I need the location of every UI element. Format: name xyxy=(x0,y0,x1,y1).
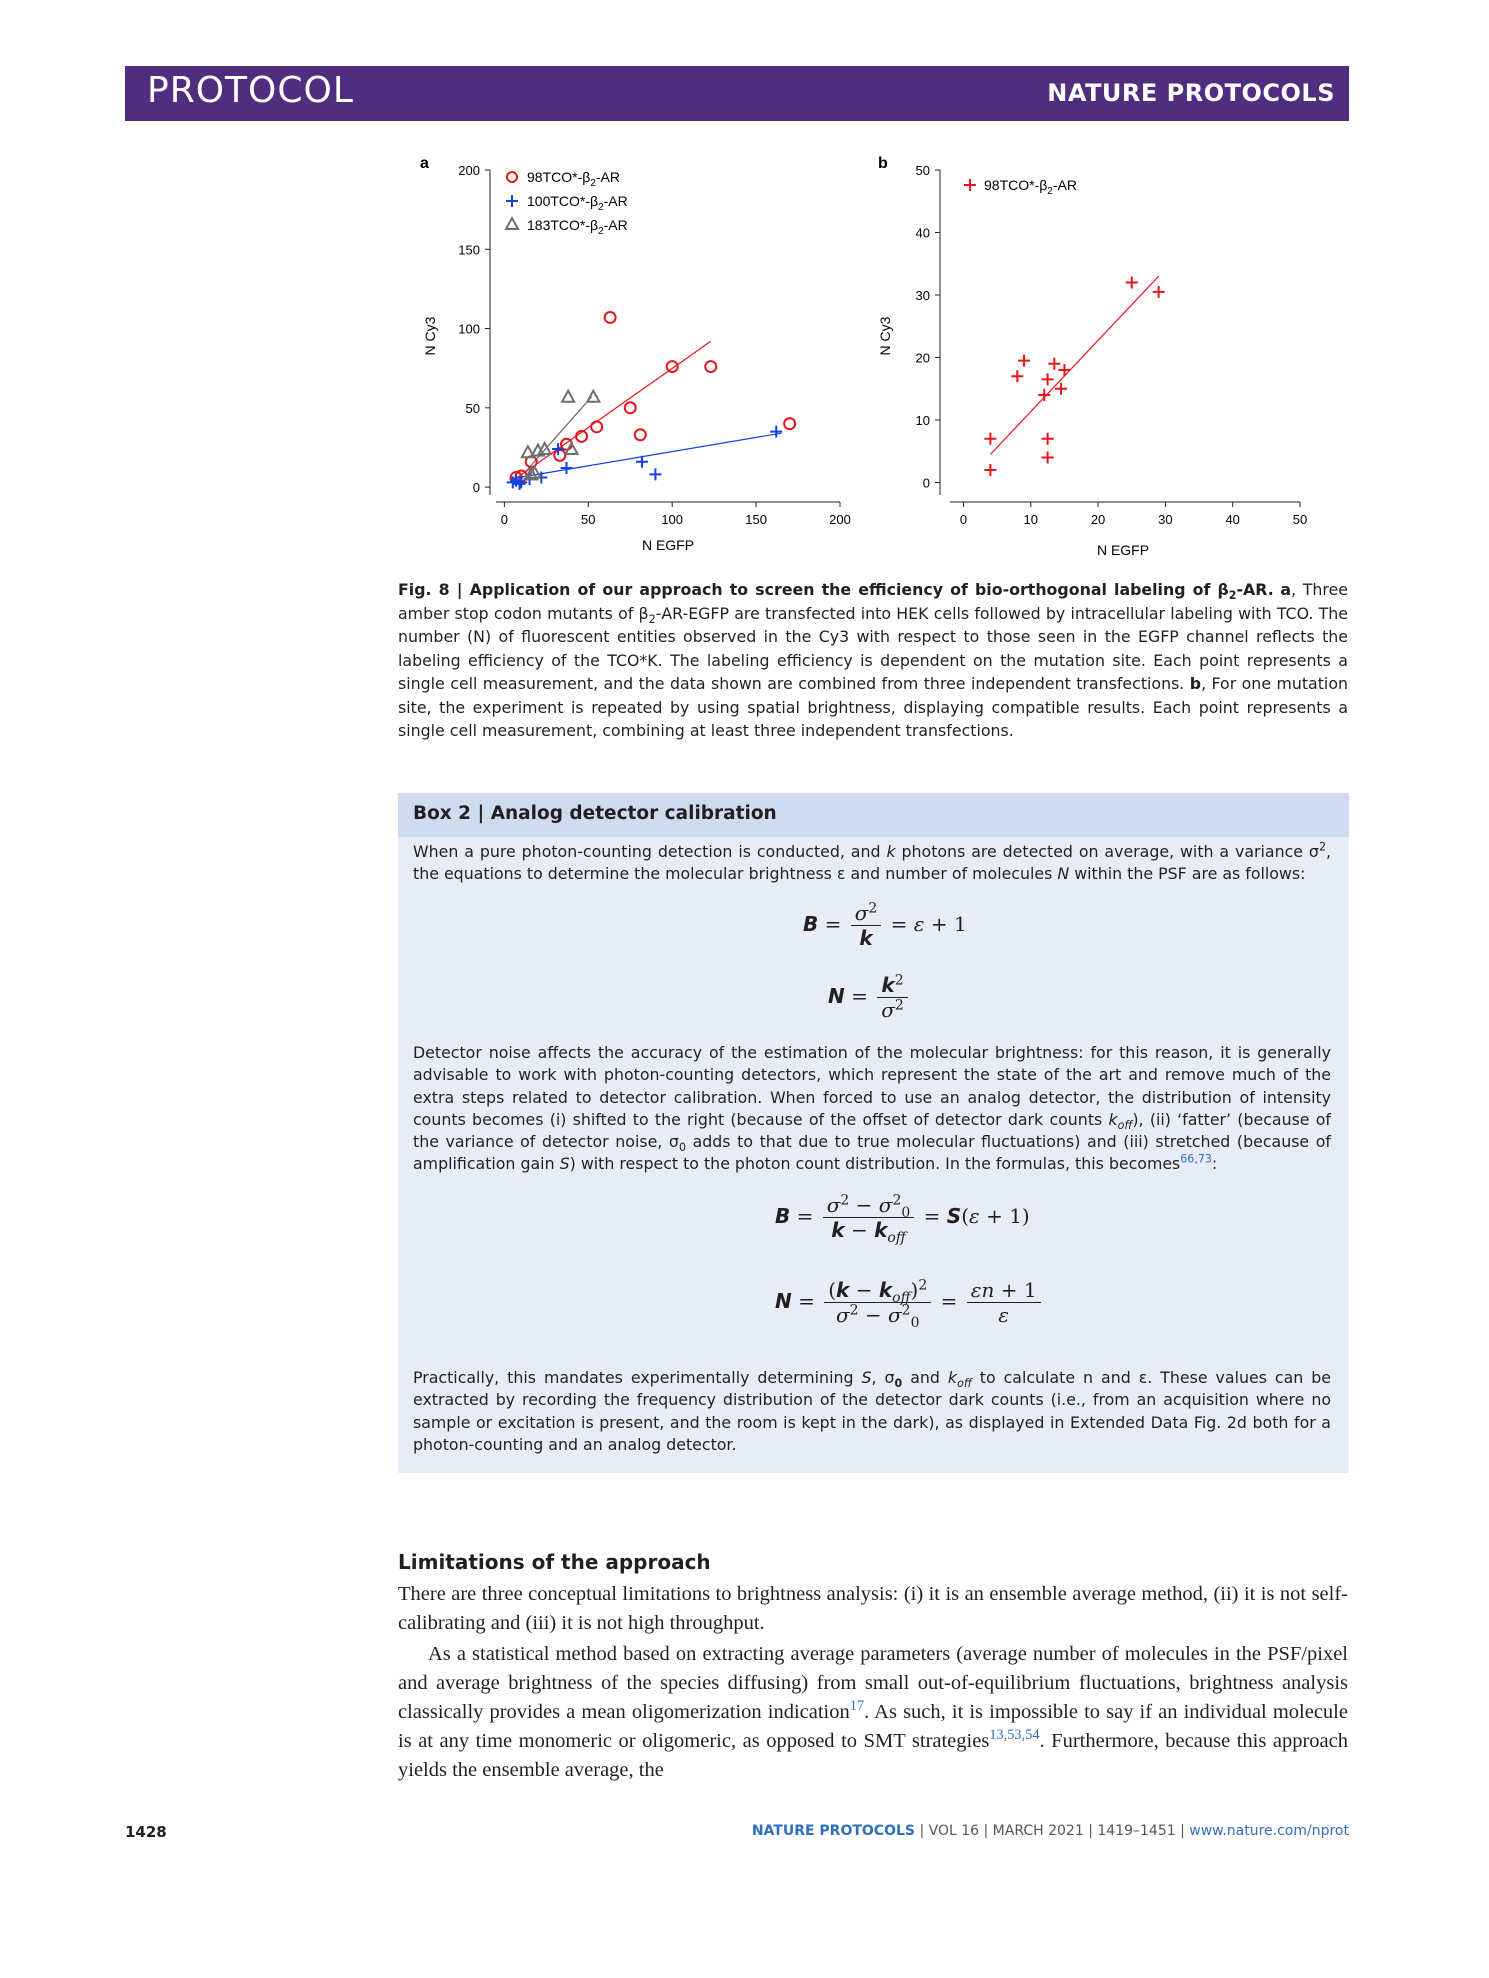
footer-date: MARCH 2021 xyxy=(992,1823,1084,1839)
data-point-circle xyxy=(625,402,636,413)
data-point-plus xyxy=(1048,358,1060,370)
legend-marker-plus xyxy=(506,195,518,207)
figure-8 xyxy=(410,150,1330,570)
data-point-circle xyxy=(784,418,795,429)
y-tick-label: 30 xyxy=(915,288,930,303)
box-title: Box 2 | Analog detector calibration xyxy=(413,803,777,824)
data-point-circle xyxy=(705,361,716,372)
data-point-plus xyxy=(1153,286,1165,298)
panel-a-points xyxy=(507,312,795,490)
y-tick-label: 10 xyxy=(915,413,930,428)
panel-a-legend xyxy=(506,169,628,237)
legend-marker-plus xyxy=(964,179,976,191)
data-point-plus xyxy=(1042,373,1054,385)
footer-pages: 1419–1451 xyxy=(1097,1823,1176,1839)
legend-marker-circle xyxy=(507,172,517,182)
panel-a xyxy=(420,155,851,553)
x-tick-label: 0 xyxy=(500,512,509,527)
y-tick-label: 20 xyxy=(915,350,930,366)
x-tick-label: 0 xyxy=(959,512,968,527)
data-point-plus xyxy=(984,433,996,445)
panel-b-legend xyxy=(964,177,1077,197)
data-point-circle xyxy=(554,450,565,461)
fit-line xyxy=(990,276,1158,454)
header-bar xyxy=(125,66,1349,121)
panel-a-label: a xyxy=(420,155,429,172)
data-point-circle xyxy=(667,361,678,372)
box-paragraph-2: Detector noise affects the accuracy of the estimation of the molecular brightness: for this reason, it is generally advisable to work with photon-counting detectors, which represent the state of the art and remove much of the extra steps related to detector calibration. When forced to use an analog detector, the distribution of intensity counts becomes (i) shifted to the right (because of the offset of detector dark counts $k_{off}$), (ii) ‘fatter’ (because of the variance of detector noise, $\sigma_0$ adds to that due to true molecular fluctuations) and (iii) stretched (because of amplification gain S) with respect to the photon count distribution. In the formulas, this becomes$^{66,73}$: xyxy=(413,1043,1331,1174)
data-point-plus xyxy=(1011,370,1023,382)
data-point-plus xyxy=(1126,277,1138,289)
panel-b-points xyxy=(984,277,1164,477)
x-tick-label: 200 xyxy=(829,512,851,527)
y-tick-label: 50 xyxy=(915,163,930,178)
figure-caption: Fig. 8 | Application of our approach to screen the efficiency of bio-orthogonal labeling of $\beta_2-AR$. a, Three amber stop codon mutants of $\beta_2-AR$-EGFP are transfected into HEK cells followed by intracellular labeling with TCO. The number (N) of fluorescent entities observed in the Cy3 with respect to those seen in the EGFP channel reflects the labeling efficiency of the TCO*K. The labeling efficiency is dependent on the mutation site. Each point represents a single cell measurement, and the data shown are combined from three independent transfections. b, For one mutation site, the experiment is repeated by using spatial brightness, displaying compatible results. Each point represents a single cell measurement, combining at least three independent transfections. xyxy=(398,580,1349,740)
data-point-plus xyxy=(1038,389,1050,401)
x-tick-label: 30 xyxy=(1158,512,1173,527)
data-point-plus xyxy=(984,464,996,476)
body-paragraph-2: As a statistical method based on extracting average parameters (average number of molecules in the PSF/pixel and average brightness of the species diffusing) from small out-of-equilibrium fluctuations, brightness analysis classically provides a mean oligomerization indication$^{17}$. As such, it is impossible to say if an individual molecule is at any time monomeric or oligomeric, as opposed to SMT strategies$^{13,53,54}$. Furthermore, because this approach yields the ensemble average, the xyxy=(398,1643,1348,1781)
fit-line xyxy=(509,433,781,479)
x-tick-label: 150 xyxy=(745,512,767,527)
legend-entry-98tco: $98TCO*-\beta_2-AR$ xyxy=(527,169,620,189)
x-tick-label: 20 xyxy=(1090,512,1106,527)
footer: NATURE PROTOCOLS | VOL 16 | MARCH 2021 | 1419–1451 | www.nature.com/nprot xyxy=(751,1823,1349,1839)
fit-line xyxy=(513,341,711,481)
x-tick-label: 50 xyxy=(1292,512,1308,527)
panel-a-fit-lines xyxy=(509,341,781,481)
data-point-plus xyxy=(560,462,572,474)
legend-entry-98tco: $98TCO*-\beta_2-AR$ xyxy=(984,177,1077,197)
y-tick-label: 40 xyxy=(915,225,930,241)
panel-b-fit-lines xyxy=(990,276,1158,454)
box-2 xyxy=(398,793,1349,1473)
equation-number: N = $\frac{k^2}{\sigma^2}$ xyxy=(828,973,911,1022)
journal-title: NATURE PROTOCOLS xyxy=(1047,79,1335,107)
footer-volume: VOL 16 xyxy=(928,1823,980,1839)
box-title-bar xyxy=(398,793,1349,837)
equation-brightness-analog: B = $\frac{\sigma^2 - \sigma^2_0}{k - k_{off}}$ = S(ε + 1) xyxy=(775,1192,1030,1246)
panel-b-x-label: N EGFP xyxy=(1096,542,1150,558)
panel-b-x-ticks xyxy=(960,502,1307,527)
panel-a-x-ticks xyxy=(501,502,851,527)
panel-a-y-label: N Cy3 xyxy=(422,316,438,356)
footer-journal: NATURE PROTOCOLS xyxy=(751,1823,915,1839)
data-point-plus xyxy=(649,468,661,480)
panel-a-x-label: N EGFP xyxy=(641,537,695,553)
data-point-plus xyxy=(1058,364,1070,376)
x-tick-label: 50 xyxy=(581,512,596,527)
panel-b-label: b xyxy=(878,155,888,172)
section-label: PROTOCOL xyxy=(147,70,354,111)
x-tick-label: 10 xyxy=(1023,512,1039,527)
y-tick-label: 150 xyxy=(458,242,480,258)
caption-b-marker: b xyxy=(1189,674,1202,693)
data-point-circle xyxy=(635,429,646,440)
data-point-circle xyxy=(605,312,616,323)
legend-entry-183tco: $183TCO*-\beta_2-AR$ xyxy=(527,217,628,237)
equation-brightness: B = $\frac{\sigma^2}{k}$ = ε + 1 xyxy=(803,900,967,950)
caption-label: Fig. 8 | Application of our approach to screen the efficiency of bio-orthogonal labeling of $\beta_2-AR$. xyxy=(398,580,1274,603)
data-point-plus xyxy=(1042,433,1054,445)
box-paragraph-3: Practically, this mandates experimentally determining S, $\sigma_0$ and $k_{off}$ to calculate n and ε. These values can be extracted by recording the frequency distribution of the detector dark counts (i.e., from an acquisition where no sample or excitation is present, and the room is kept in the dark), as displayed in Extended Data Fig. 2d both for a photon-counting and an analog detector. xyxy=(413,1368,1332,1454)
y-tick-label: 100 xyxy=(458,321,480,337)
panel-b-y-label: N Cy3 xyxy=(877,316,893,356)
x-tick-label: 40 xyxy=(1225,512,1240,527)
panel-a-y-ticks xyxy=(458,163,490,495)
x-tick-label: 100 xyxy=(661,512,684,527)
data-point-triangle xyxy=(587,391,599,402)
data-point-triangle xyxy=(566,443,578,454)
data-point-circle xyxy=(591,421,602,432)
data-point-plus xyxy=(770,426,782,438)
data-point-plus xyxy=(1018,355,1030,367)
panel-b-y-ticks xyxy=(916,163,940,491)
y-tick-label: 0 xyxy=(922,475,930,491)
footer-url[interactable]: www.nature.com/nprot xyxy=(1189,1823,1349,1839)
data-point-triangle xyxy=(562,391,574,402)
box-paragraph-1: When a pure photon-counting detection is conducted, and k photons are detected on average, with a variance $\sigma^2$, the equations to determine the molecular brightness ε and number of molecules N within the PSF are as follows: xyxy=(413,840,1331,884)
y-tick-label: 0 xyxy=(472,480,480,496)
legend-entry-100tco: $100TCO*-\beta_2-AR$ xyxy=(527,193,628,213)
y-tick-label: 50 xyxy=(465,400,480,416)
equation-number-analog: N = $\frac{(k - k_{off})^2}{\sigma^2 - \sigma^2_0}$ = $\frac{\varepsilon n + 1}{\varepsilon}$ xyxy=(775,1278,1044,1327)
caption-a-marker: a xyxy=(1280,580,1292,599)
data-point-plus xyxy=(1042,452,1054,464)
section-heading: Limitations of the approach xyxy=(398,1550,711,1574)
page-number: 1428 xyxy=(125,1823,167,1841)
legend-marker-triangle xyxy=(506,218,518,229)
panel-b xyxy=(877,155,1307,558)
body-paragraph-1: There are three conceptual limitations to brightness analysis: (i) it is an ensemble average method, (ii) it is not self-calibrating and (iii) it is not high throughput. xyxy=(398,1583,1348,1634)
y-tick-label: 200 xyxy=(458,163,480,178)
